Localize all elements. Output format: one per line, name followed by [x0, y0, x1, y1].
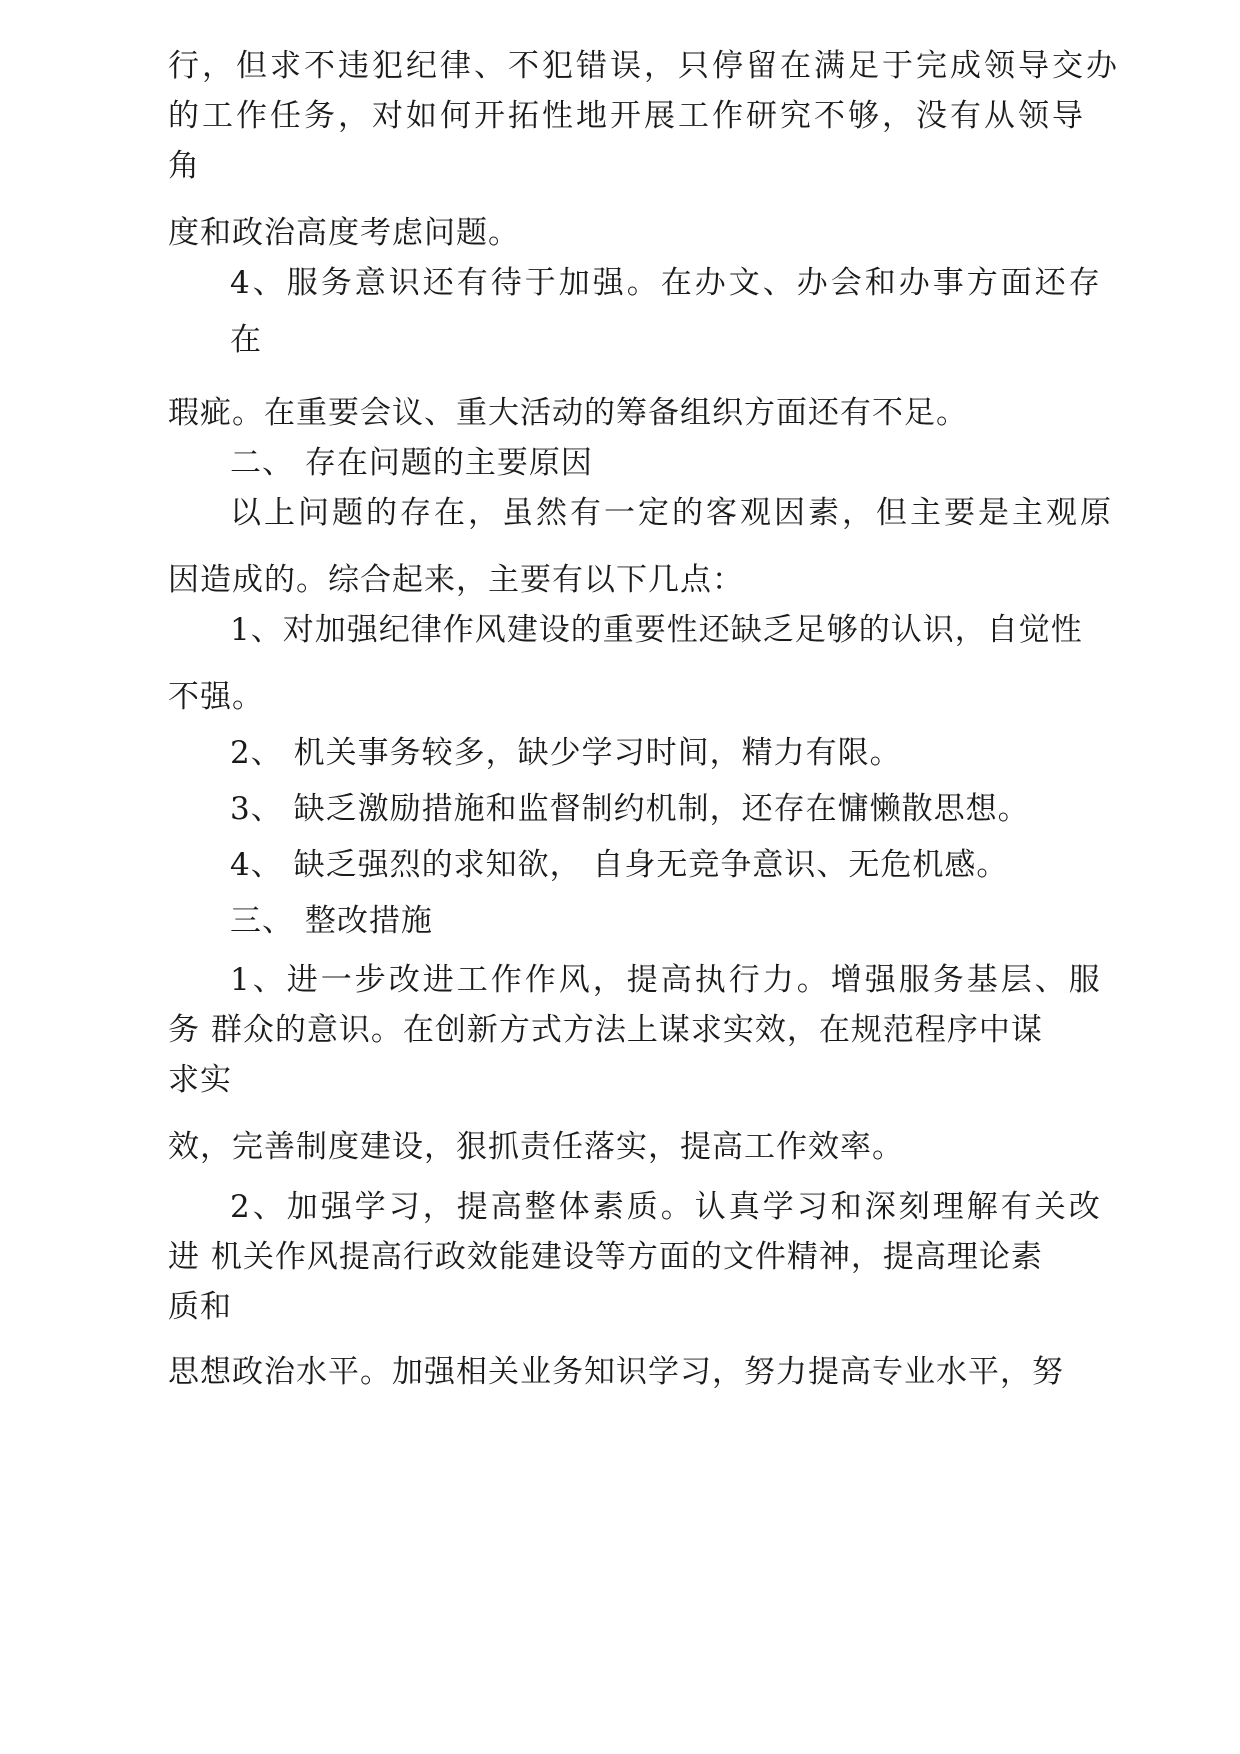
text-line: 行，但求不违犯纪律、不犯错误，只停留在满足于完成领导交办: [168, 48, 1120, 84]
text-line: 因造成的。综合起来，主要有以下几点：: [168, 562, 744, 598]
section-heading: 三、 整改措施: [230, 903, 433, 939]
text-line: 瑕疵。在重要会议、重大活动的筹备组织方面还有不足。: [168, 395, 968, 431]
text-line: 进 机关作风提高行政效能建设等方面的文件精神，提高理论素: [168, 1239, 1043, 1275]
text-line: 角: [168, 148, 200, 184]
text-line: 效，完善制度建设，狠抓责任落实，提高工作效率。: [168, 1129, 904, 1165]
text-line: 2、加强学习，提高整体素质。认真学习和深刻理解有关改: [230, 1189, 1103, 1225]
text-line: 不强。: [168, 679, 264, 715]
text-line: 度和政治高度考虑问题。: [168, 215, 520, 251]
text-line: 3、 缺乏激励措施和监督制约机制，还存在慵懒散思想。: [230, 791, 1030, 827]
text-line: 4、服务意识还有待于加强。在办文、办会和办事方面还存: [230, 265, 1103, 301]
text-line: 4、 缺乏强烈的求知欲， 自身无竞争意识、无危机感。: [230, 847, 1009, 883]
text-line: 在: [230, 322, 262, 358]
text-line: 务 群众的意识。在创新方式方法上谋求实效，在规范程序中谋: [168, 1012, 1043, 1048]
text-line: 1、对加强纪律作风建设的重要性还缺乏足够的认识，自觉性: [230, 612, 1083, 648]
text-line: 思想政治水平。加强相关业务知识学习，努力提高专业水平，努: [168, 1354, 1064, 1390]
section-heading: 二、 存在问题的主要原因: [230, 445, 593, 481]
text-line: 2、 机关事务较多，缺少学习时间，精力有限。: [230, 735, 902, 771]
text-line: 的工作任务，对如何开拓性地开展工作研究不够，没有从领导: [168, 98, 1086, 134]
text-line: 以上问题的存在，虽然有一定的客观因素，但主要是主观原: [230, 495, 1114, 531]
text-line: 1、进一步改进工作作风，提高执行力。增强服务基层、服: [230, 962, 1103, 998]
text-line: 求实: [168, 1062, 232, 1098]
text-line: 质和: [168, 1289, 232, 1325]
